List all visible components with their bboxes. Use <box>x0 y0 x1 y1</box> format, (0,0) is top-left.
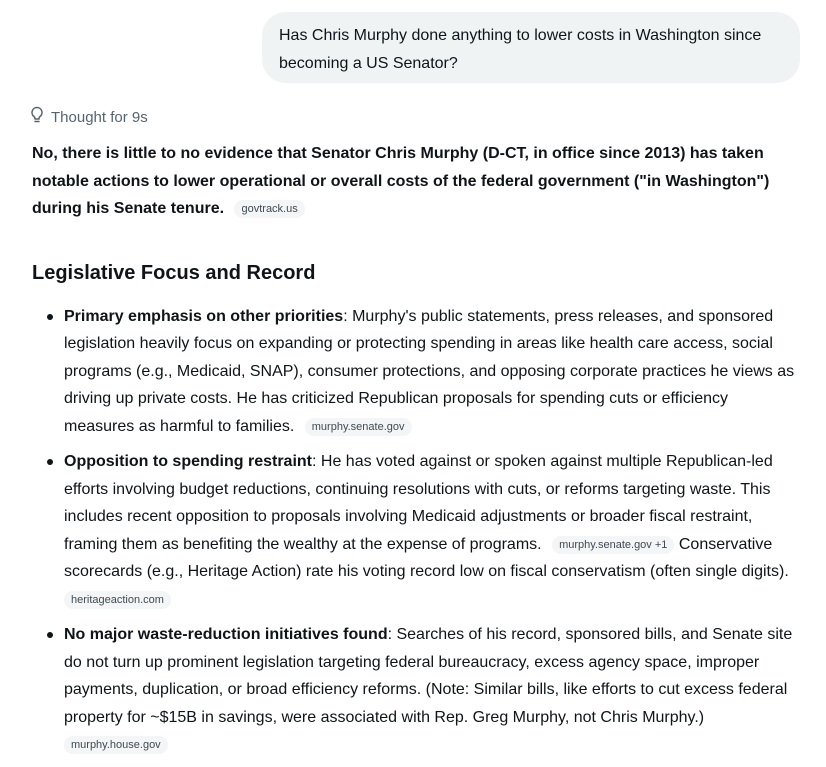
bullet-title: Primary emphasis on other priorities <box>64 307 344 325</box>
source-chip[interactable]: heritageaction.com <box>64 591 171 609</box>
list-item <box>64 303 802 441</box>
thought-label: Thought for 9s <box>51 108 148 126</box>
user-message-text: Has Chris Murphy done anything to lower costs in Washington since becoming a US Senator? <box>279 27 762 72</box>
bullet-text: : Murphy's public statements, press releases, and sponsored legislation heavily focus on expanding or protecting spending in areas like health care access, social programs (e.g., Medicaid, SNAP), consumer protections, and opposing corporate practices he views as driving up private costs. He has criticized Republican proposals for spending cuts or efficiency measures as harmful to families. <box>64 307 795 435</box>
assistant-answer <box>32 140 802 767</box>
bullet-title: Opposition to spending restraint <box>64 453 312 470</box>
list-item <box>64 621 802 759</box>
bullet-list <box>32 303 802 759</box>
lightbulb-icon <box>29 106 45 128</box>
bullet-title: No major waste-reduction initiatives found <box>64 626 388 643</box>
bullet-text-continued: Conservative scorecards (e.g., Heritage Action) rate his voting record low on fiscal conservatism (often single digits). <box>64 535 789 580</box>
bullet-text: : He has voted against or spoken against multiple Republican-led efforts involving budget reductions, continuing resolutions with cuts, or reforms targeting waste. This includes recent opposition to proposals involving Medicaid adjustments or broader fiscal restraint, framing them as benefiting the wealthy at the expense of programs. <box>64 453 773 553</box>
list-item <box>64 448 802 613</box>
source-chip[interactable]: murphy.senate.gov <box>305 418 412 436</box>
bullet-text: : Searches of his record, sponsored bills, and Senate site do not turn up prominent legislation targeting federal bureaucracy, excess agency space, improper payments, duplication, or broad efficiency reforms. (Note: Similar bills, like efforts to cut excess federal property for ~$15B in savings, were associated with Rep. Greg Murphy, not Chris Murphy.) <box>64 626 793 726</box>
section-heading: Legislative Focus and Record <box>32 261 316 284</box>
source-chip[interactable]: murphy.senate.gov +1 <box>552 536 674 554</box>
answer-lead <box>32 140 802 223</box>
thought-toggle[interactable] <box>29 106 148 128</box>
source-chip[interactable]: govtrack.us <box>234 200 304 218</box>
answer-lead-text: No, there is little to no evidence that Senator Chris Murphy (D-CT, in office since 2013) has taken notable actions to lower operational or overall costs of the federal government ("in Washington") during his Senate tenure. <box>32 145 770 217</box>
user-message-bubble <box>262 12 800 83</box>
source-chip[interactable]: murphy.house.gov <box>64 736 168 754</box>
